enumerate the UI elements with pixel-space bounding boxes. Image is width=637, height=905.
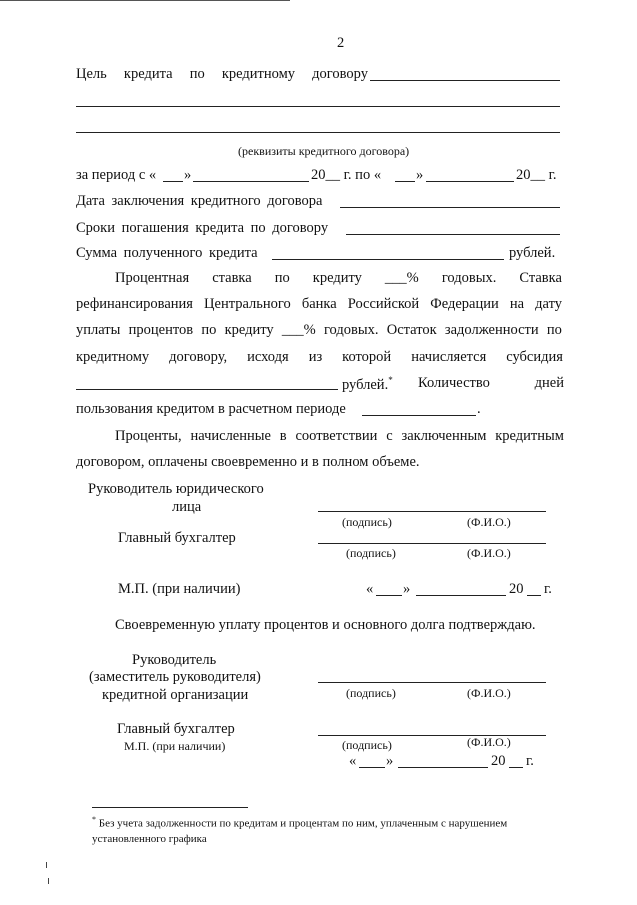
bank-head-fio-caption: (Ф.И.О.): [467, 686, 511, 700]
period-prefix: за период с «: [76, 167, 157, 183]
bank-date-day-field[interactable]: [359, 767, 385, 768]
bank-head-title-1: Руководитель: [132, 652, 217, 668]
conclusion-date-field[interactable]: [340, 207, 560, 208]
refinancing-rate-field[interactable]: ___%: [281, 322, 316, 338]
rate-para-line-3: уплаты процентов по кредиту ___% годовых. Остаток задолженности по: [76, 322, 562, 338]
rate-para-line-2: рефинансирования Центрального банка Российской Федерации на дату: [76, 296, 562, 312]
repayment-terms-label: Сроки погашения кредита по договору: [76, 220, 329, 236]
borrower-date-quote-open: «: [366, 581, 374, 597]
footnote-marker: *: [388, 375, 393, 385]
loan-sum-field[interactable]: [272, 259, 504, 260]
repayment-terms-field[interactable]: [346, 234, 560, 235]
page-number: 2: [337, 35, 345, 51]
rate-para-line-1: Процентная ставка по кредиту ___% годовых. Ставка: [115, 270, 562, 286]
scan-mark: [46, 862, 47, 868]
purpose-field-line-3[interactable]: [76, 132, 560, 133]
period-quote-close-2: »: [416, 167, 424, 183]
period-mid: 20__ г. по «: [311, 167, 382, 183]
borrower-date-month-field[interactable]: [416, 595, 506, 596]
borrower-accountant-fio-caption: (Ф.И.О.): [467, 546, 511, 560]
bank-accountant-signature-line[interactable]: [318, 735, 546, 736]
borrower-date-year-prefix: 20: [509, 581, 524, 597]
borrower-accountant-sign-caption: (подпись): [346, 546, 396, 560]
period-end-day-field[interactable]: [395, 181, 415, 182]
purpose-field-line[interactable]: [370, 80, 560, 81]
borrower-head-sign-caption: (подпись): [342, 515, 392, 529]
period-end-month-field[interactable]: [426, 181, 514, 182]
bank-date-year-field[interactable]: [509, 767, 523, 768]
borrower-seal-note: М.П. (при наличии): [118, 581, 241, 597]
rate-para-line-5-tail: Количество дней: [418, 375, 564, 391]
paid-para-line-1: Проценты, начисленные в соответствии с заключенным кредитным: [115, 428, 564, 444]
bank-accountant-fio-caption: (Ф.И.О.): [467, 735, 511, 749]
confirmation-text: Своевременную уплату процентов и основного долга подтверждаю.: [115, 617, 536, 633]
purpose-field-line-2[interactable]: [76, 106, 560, 107]
bank-date-quote-open: «: [349, 753, 357, 769]
loan-sum-unit: рублей.: [509, 245, 556, 261]
bank-accountant-sign-caption: (подпись): [342, 738, 392, 752]
bank-head-sign-caption: (подпись): [346, 686, 396, 700]
bank-head-signature-line[interactable]: [318, 682, 546, 683]
borrower-date-year-field[interactable]: [527, 595, 541, 596]
purpose-label: Цель кредита по кредитному договору: [76, 66, 368, 82]
borrower-head-fio-caption: (Ф.И.О.): [467, 515, 511, 529]
scan-mark: [48, 878, 49, 884]
subsidy-base-field[interactable]: [76, 389, 338, 390]
borrower-date-quote-close: »: [403, 581, 411, 597]
footnote-line-2: установленного графика: [92, 833, 207, 845]
bank-head-title-3: кредитной организации: [102, 687, 249, 703]
bank-date-quote-close: »: [386, 753, 394, 769]
bank-date-year-prefix: 20: [491, 753, 506, 769]
paid-para-line-2: договором, оплачены своевременно и в полном объеме.: [76, 454, 420, 470]
days-used-end: .: [477, 401, 481, 417]
period-start-day-field[interactable]: [163, 181, 183, 182]
bank-seal-note: М.П. (при наличии): [124, 739, 226, 753]
borrower-head-title-2: лица: [172, 499, 202, 515]
period-start-month-field[interactable]: [193, 181, 309, 182]
borrower-head-signature-line[interactable]: [318, 511, 546, 512]
period-end: 20__ г.: [516, 167, 557, 183]
borrower-date-year-suffix: г.: [544, 581, 552, 597]
borrower-date-day-field[interactable]: [376, 595, 402, 596]
borrower-accountant-title: Главный бухгалтер: [118, 530, 236, 546]
period-quote-close: »: [184, 167, 192, 183]
days-used-label: пользования кредитом в расчетном периоде: [76, 401, 346, 417]
rate-para-line-4: кредитному договору, исходя из которой начисляется субсидия: [76, 349, 563, 365]
top-edge-line: [0, 0, 290, 1]
bank-date-month-field[interactable]: [398, 767, 488, 768]
conclusion-date-label: Дата заключения кредитного договора: [76, 193, 323, 209]
subsidy-unit: рублей.*: [342, 375, 393, 393]
loan-sum-label: Сумма полученного кредита: [76, 245, 258, 261]
borrower-accountant-signature-line[interactable]: [318, 543, 546, 544]
footnote-separator: [92, 807, 248, 808]
borrower-head-title-1: Руководитель юридического: [88, 481, 264, 497]
rate-field[interactable]: ___%: [384, 270, 419, 286]
bank-accountant-title: Главный бухгалтер: [117, 721, 235, 737]
bank-head-title-2: (заместитель руководителя): [89, 669, 261, 685]
contract-details-caption: (реквизиты кредитного договора): [238, 144, 410, 158]
footnote-line-1: * Без учета задолженности по кредитам и процентам по ним, уплаченным с нарушением: [92, 815, 508, 830]
bank-date-year-suffix: г.: [526, 753, 534, 769]
days-used-field[interactable]: [362, 415, 476, 416]
